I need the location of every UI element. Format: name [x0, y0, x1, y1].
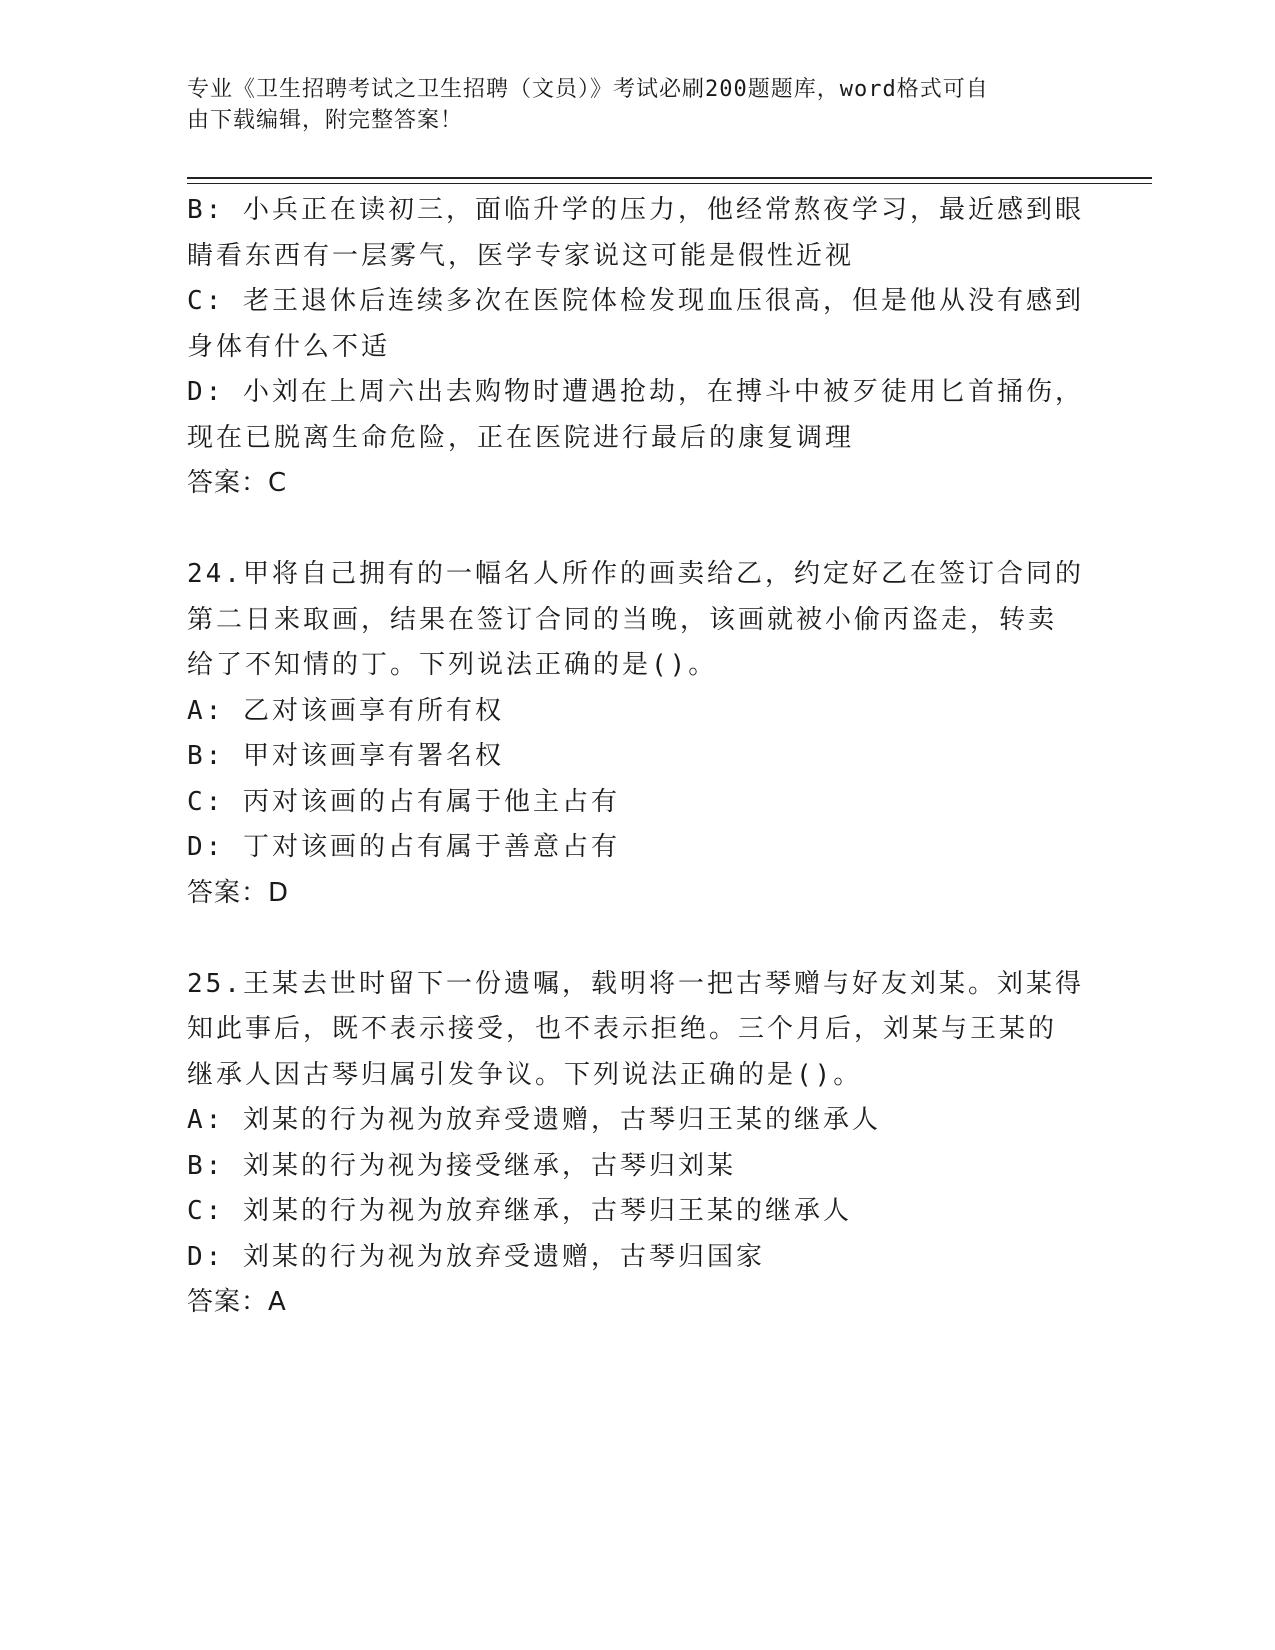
- header-line-2: 由下载编辑，附完整答案！: [187, 108, 464, 133]
- option-c: C: 丙对该画的占有属于他主占有: [187, 786, 620, 817]
- option-b-line-1: B: 小兵正在读初三，面临升学的压力，他经常熬夜学习，最近感到眼: [187, 195, 1084, 225]
- question-stem-line-2: 知此事后，既不表示接受，也不表示拒绝。三个月后，刘某与王某的: [187, 1014, 1058, 1044]
- answer: 答案：A: [187, 1287, 287, 1317]
- header-rule-thick: [187, 177, 1152, 179]
- question-stem-line-1: 25.王某去世时留下一份遗嘱，载明将一把古琴赠与好友刘某。刘某得: [187, 968, 1084, 999]
- option-a: A: 刘某的行为视为放弃受遗赠，古琴归王某的继承人: [187, 1105, 881, 1135]
- question-25: [187, 962, 1087, 1326]
- question-stem-line-3: 给了不知情的丁。下列说法正确的是()。: [187, 650, 718, 680]
- question-24: [187, 552, 1087, 916]
- header-line-1: 专业《卫生招聘考试之卫生招聘（文员）》考试必刷200题题库，word格式可自: [187, 77, 989, 102]
- answer: 答案：C: [187, 468, 288, 498]
- question-23-tail: [187, 188, 1087, 507]
- question-stem-line-1: 24.甲将自己拥有的一幅名人所作的画卖给乙，约定好乙在签订合同的: [187, 559, 1084, 589]
- option-c-line-1: C: 老王退休后连续多次在医院体检发现血压很高，但是他从没有感到: [187, 286, 1084, 316]
- option-c: C: 刘某的行为视为放弃继承，古琴归王某的继承人: [187, 1196, 852, 1226]
- option-d-line-2: 现在已脱离生命危险，正在医院进行最后的康复调理: [187, 422, 855, 453]
- header-rule-thin: [187, 183, 1152, 184]
- option-d-line-1: D: 小刘在上周六出去购物时遭遇抢劫，在搏斗中被歹徒用匕首捅伤，: [187, 377, 1084, 407]
- option-b-line-2: 睛看东西有一层雾气，医学专家说这可能是假性近视: [187, 240, 855, 271]
- question-stem-line-3: 继承人因古琴归属引发争议。下列说法正确的是()。: [187, 1059, 863, 1090]
- question-stem-line-2: 第二日来取画，结果在签订合同的当晚，该画就被小偷丙盗走，转卖: [187, 604, 1058, 635]
- option-a: A: 乙对该画享有所有权: [187, 695, 504, 726]
- option-b: B: 甲对该画享有署名权: [187, 741, 504, 771]
- option-d: D: 刘某的行为视为放弃受遗赠，古琴归国家: [187, 1241, 765, 1272]
- option-d: D: 丁对该画的占有属于善意占有: [187, 832, 620, 862]
- option-b: B: 刘某的行为视为接受继承，古琴归刘某: [187, 1150, 736, 1181]
- document-header: [187, 74, 1067, 136]
- spacer: [187, 916, 1087, 962]
- spacer: [187, 507, 1087, 553]
- page-content: [187, 188, 1087, 1326]
- option-c-line-2: 身体有什么不适: [187, 331, 391, 362]
- answer: 答案：D: [187, 877, 290, 908]
